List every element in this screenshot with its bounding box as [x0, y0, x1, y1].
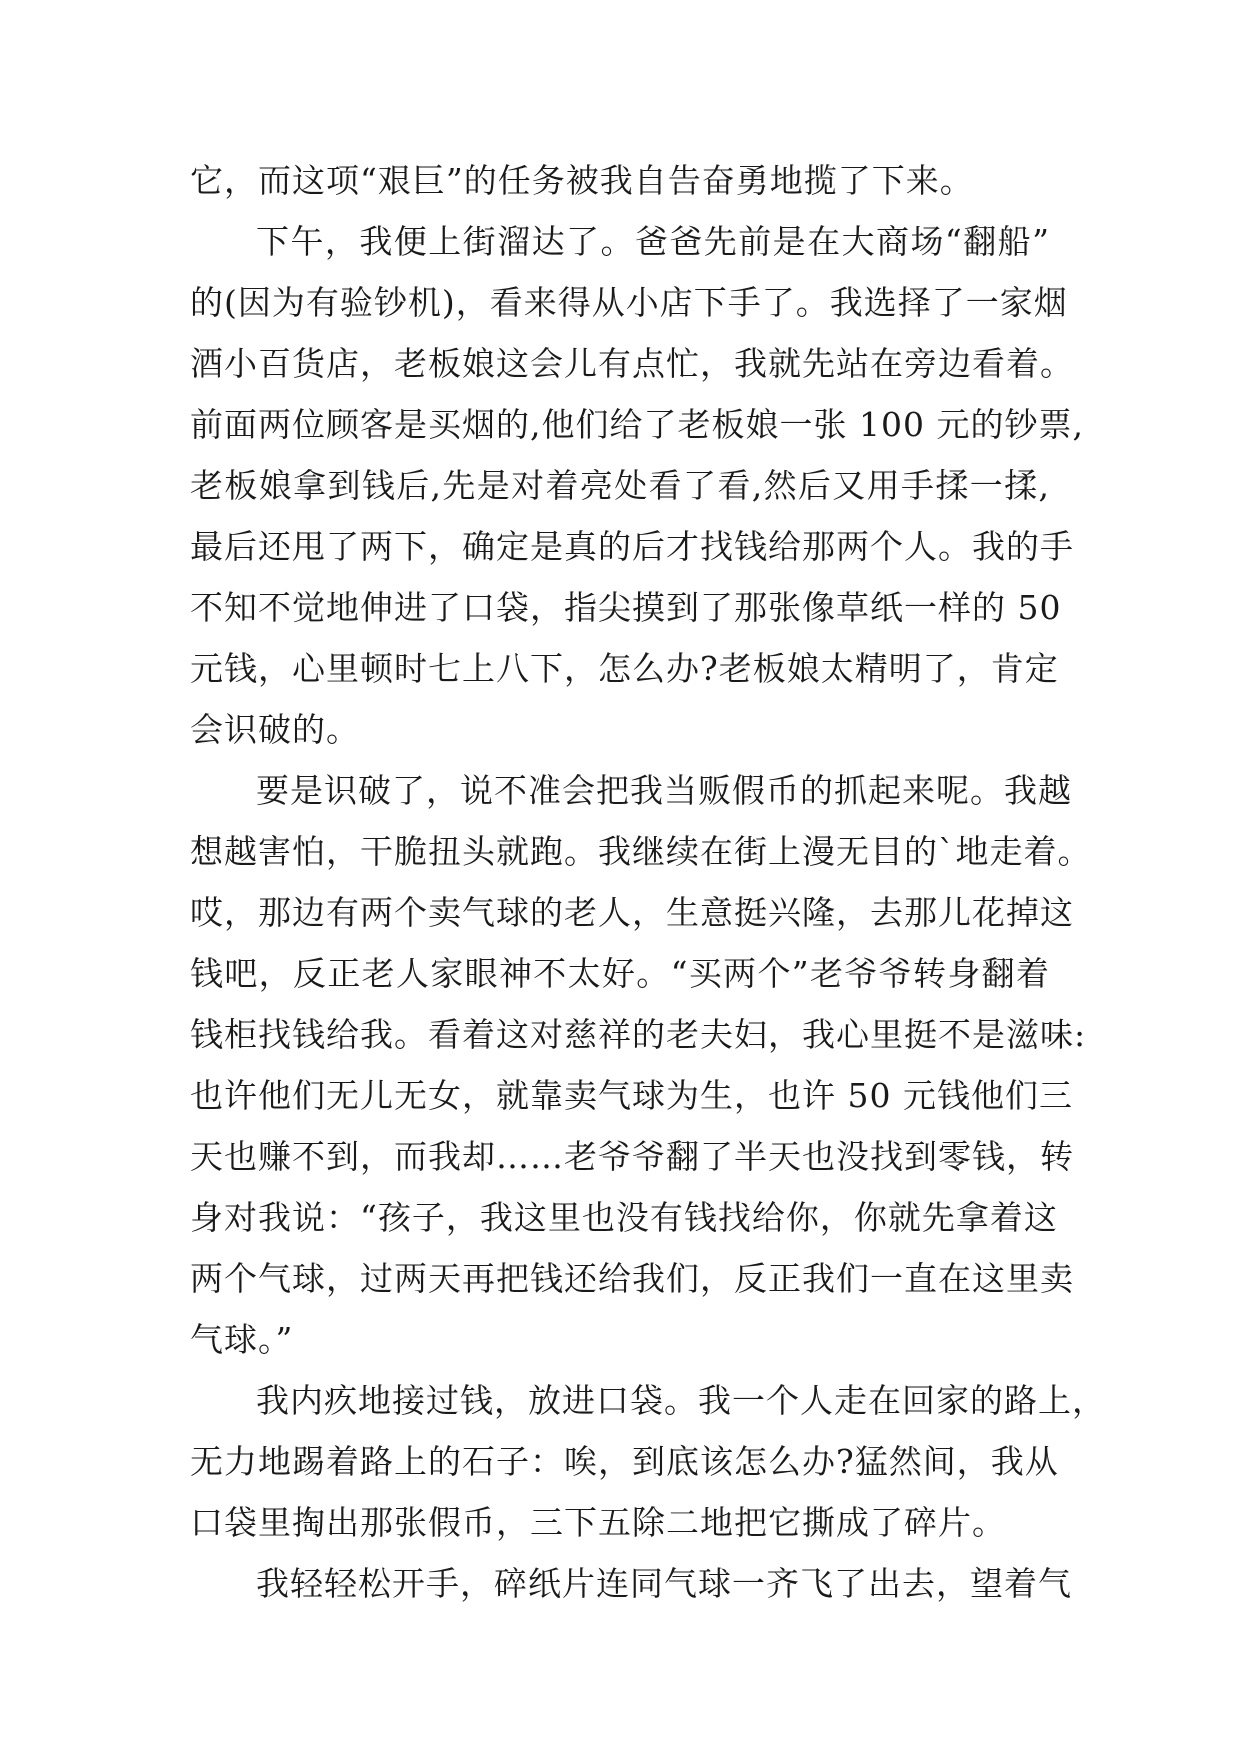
- text-line: 下午，我便上街溜达了。爸爸先前是在大商场“翻船”: [256, 222, 1050, 261]
- text-line: 酒小百货店，老板娘这会儿有点忙，我就先站在旁边看着。: [190, 344, 1074, 383]
- text-line: 钱吧，反正老人家眼神不太好。“买两个”老爷爷转身翻着: [190, 954, 1050, 993]
- text-line: 不知不觉地伸进了口袋，指尖摸到了那张像草纸一样的 50: [190, 588, 1062, 627]
- text-line: 身对我说：“孩子，我这里也没有钱找给你，你就先拿着这: [190, 1198, 1058, 1237]
- text-line: 哎，那边有两个卖气球的老人，生意挺兴隆，去那儿花掉这: [190, 893, 1074, 932]
- text-line: 我内疚地接过钱，放进口袋。我一个人走在回家的路上，: [256, 1381, 1106, 1420]
- text-line: 的(因为有验钞机)，看来得从小店下手了。我选择了一家烟: [190, 283, 1068, 322]
- text-line: 最后还甩了两下，确定是真的后才找钱给那两个人。我的手: [190, 527, 1074, 566]
- text-line: 钱柜找钱给我。看着这对慈祥的老夫妇，我心里挺不是滋味:: [190, 1015, 1087, 1054]
- text-line: 两个气球，过两天再把钱还给我们，反正我们一直在这里卖: [190, 1259, 1074, 1298]
- text-line: 会识破的。: [190, 710, 360, 749]
- text-line: 也许他们无儿无女，就靠卖气球为生，也许 50 元钱他们三: [190, 1076, 1073, 1115]
- document-body: [190, 150, 1106, 1614]
- text-line: 元钱，心里顿时七上八下，怎么办?老板娘太精明了，肯定: [190, 649, 1059, 688]
- text-line: 老板娘拿到钱后,先是对着亮处看了看,然后又用手揉一揉,: [190, 466, 1050, 505]
- text-line: 天也赚不到，而我却……老爷爷翻了半天也没找到零钱，转: [190, 1137, 1074, 1176]
- text-line: 无力地踢着路上的石子：唉，到底该怎么办?猛然间，我从: [190, 1442, 1059, 1481]
- text-line: 前面两位顾客是买烟的,他们给了老板娘一张 100 元的钞票,: [190, 405, 1084, 444]
- text-line: 我轻轻松开手，碎纸片连同气球一齐飞了出去，望着气: [256, 1564, 1072, 1603]
- text-line: 它，而这项“艰巨”的任务被我自告奋勇地揽了下来。: [190, 161, 974, 200]
- text-line: 要是识破了，说不准会把我当贩假币的抓起来呢。我越: [256, 771, 1072, 810]
- text-line: 口袋里掏出那张假币，三下五除二地把它撕成了碎片。: [190, 1503, 1006, 1542]
- text-line: 气球。”: [190, 1320, 294, 1359]
- text-line: 想越害怕，干脆扭头就跑。我继续在街上漫无目的`地走着。: [190, 832, 1092, 871]
